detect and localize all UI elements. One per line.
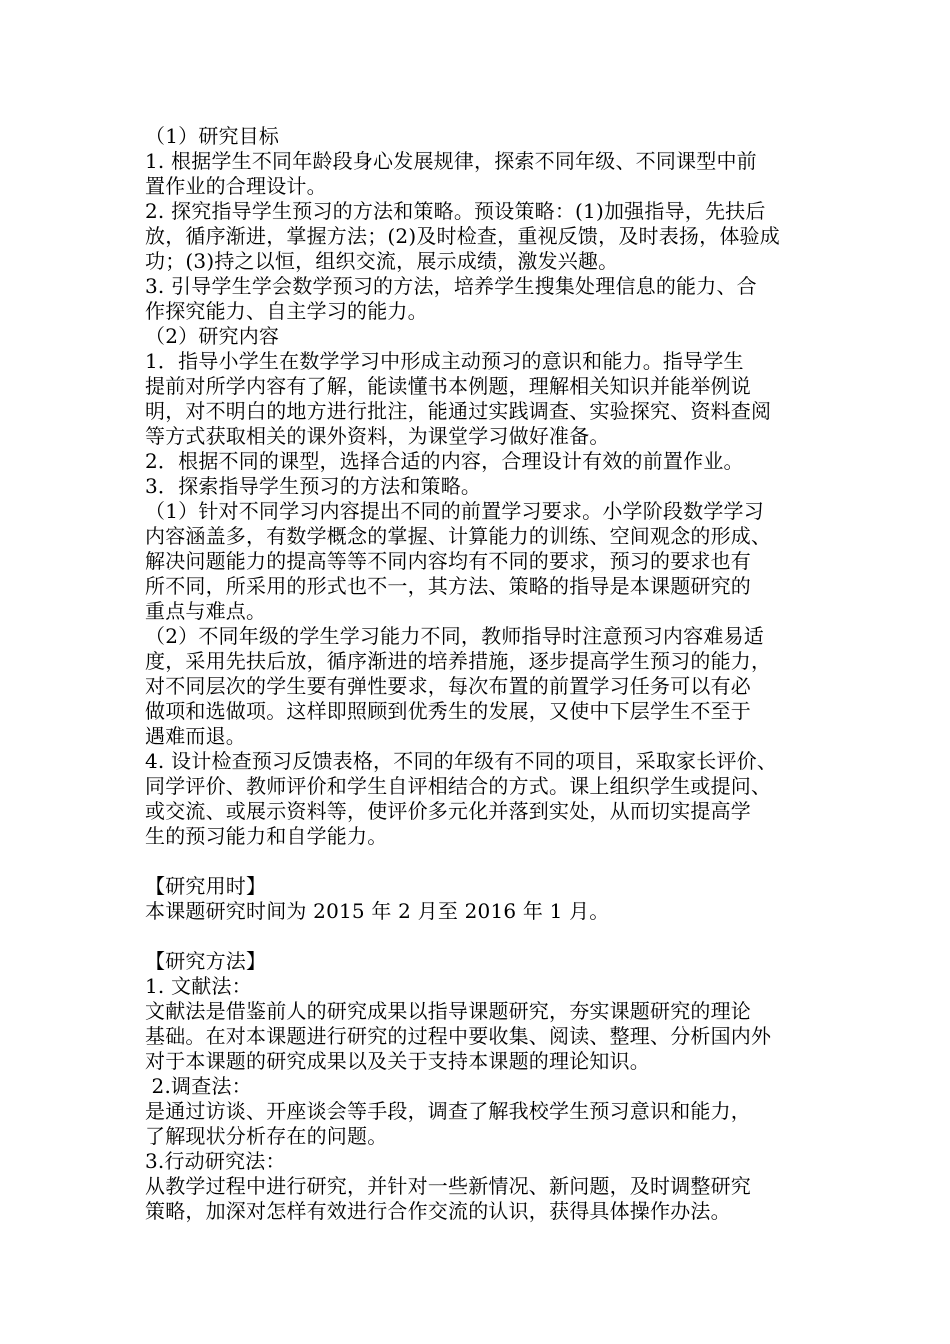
text-line: 2. 探究指导学生预习的方法和策略。预设策略：(1)加强指导，先扶后 (145, 199, 766, 223)
text-line: 所不同，所采用的形式也不一，其方法、策略的指导是本课题研究的 (145, 574, 751, 598)
text-line: 2.调查法： (145, 1074, 252, 1098)
text-line: 1．指导小学生在数学学习中形成主动预习的意识和能力。指导学生 (145, 349, 744, 373)
text-line: 做项和选做项。这样即照顾到优秀生的发展，又使中下层学生不至于 (145, 699, 751, 723)
heading-research-goals: （1）研究目标 (145, 124, 280, 148)
text-line: 重点与难点。 (145, 599, 267, 623)
text-line: 解决问题能力的提高等等不同内容均有不同的要求，预习的要求也有 (145, 549, 751, 573)
heading-research-methods: 【研究方法】 (145, 949, 267, 973)
text-line: 作探究能力、自主学习的能力。 (145, 299, 428, 323)
text-line: 本课题研究时间为 2015 年 2 月至 2016 年 1 月。 (145, 899, 610, 923)
text-line: 从教学过程中进行研究，并针对一些新情况、新问题，及时调整研究 (145, 1174, 751, 1198)
text-line: 明，对不明白的地方进行批注，能通过实践调查、实验探究、资料查阅 (145, 399, 772, 423)
text-line: 遇难而退。 (145, 724, 246, 748)
text-line: 3. 引导学生学会数学预习的方法，培养学生搜集处理信息的能力、合 (145, 274, 757, 298)
text-line: 置作业的合理设计。 (145, 174, 327, 198)
text-line: 生的预习能力和自学能力。 (145, 824, 388, 848)
text-line: 4. 设计检查预习反馈表格，不同的年级有不同的项目，采取家长评价、 (145, 749, 778, 773)
text-line: 功；(3)持之以恒，组织交流，展示成绩，激发兴趣。 (145, 249, 619, 273)
text-line: 了解现状分析存在的问题。 (145, 1124, 388, 1148)
text-line: 放，循序渐进，掌握方法；(2)及时检查，重视反馈，及时表扬，体验成 (145, 224, 780, 248)
text-line: 1. 根据学生不同年龄段身心发展规律，探索不同年级、不同课型中前 (145, 149, 757, 173)
text-line: 基础。在对本课题进行研究的过程中要收集、阅读、整理、分析国内外 (145, 1024, 772, 1048)
text-line: 提前对所学内容有了解，能读懂书本例题，理解相关知识并能举例说 (145, 374, 751, 398)
text-line: 3.行动研究法： (145, 1149, 286, 1173)
text-line: 2．根据不同的课型，选择合适的内容，合理设计有效的前置作业。 (145, 449, 744, 473)
text-line: 3．探索指导学生预习的方法和策略。 (145, 474, 482, 498)
text-line: 1. 文献法： (145, 974, 252, 998)
document-body (145, 124, 810, 1224)
text-line: （2）不同年级的学生学习能力不同，教师指导时注意预习内容难易适 (145, 624, 764, 648)
text-line: 是通过访谈、开座谈会等手段，调查了解我校学生预习意识和能力， (145, 1099, 751, 1123)
heading-research-duration: 【研究用时】 (145, 874, 267, 898)
heading-research-content: （2）研究内容 (145, 324, 280, 348)
text-line: 对不同层次的学生要有弹性要求，每次布置的前置学习任务可以有必 (145, 674, 751, 698)
blank-line (145, 924, 810, 949)
text-line: 策略，加深对怎样有效进行合作交流的认识，获得具体操作办法。 (145, 1199, 731, 1223)
text-line: 同学评价、教师评价和学生自评相结合的方式。课上组织学生或提问、 (145, 774, 772, 798)
text-line: 对于本课题的研究成果以及关于支持本课题的理论知识。 (145, 1049, 650, 1073)
text-line: 等方式获取相关的课外资料，为课堂学习做好准备。 (145, 424, 610, 448)
blank-line (145, 849, 810, 874)
text-line: 度，采用先扶后放，循序渐进的培养措施，逐步提高学生预习的能力， (145, 649, 772, 673)
text-line: 或交流、或展示资料等，使评价多元化并落到实处，从而切实提高学 (145, 799, 751, 823)
text-line: （1）针对不同学习内容提出不同的前置学习要求。小学阶段数学学习 (145, 499, 764, 523)
text-line: 内容涵盖多，有数学概念的掌握、计算能力的训练、空间观念的形成、 (145, 524, 772, 548)
text-line: 文献法是借鉴前人的研究成果以指导课题研究，夯实课题研究的理论 (145, 999, 751, 1023)
